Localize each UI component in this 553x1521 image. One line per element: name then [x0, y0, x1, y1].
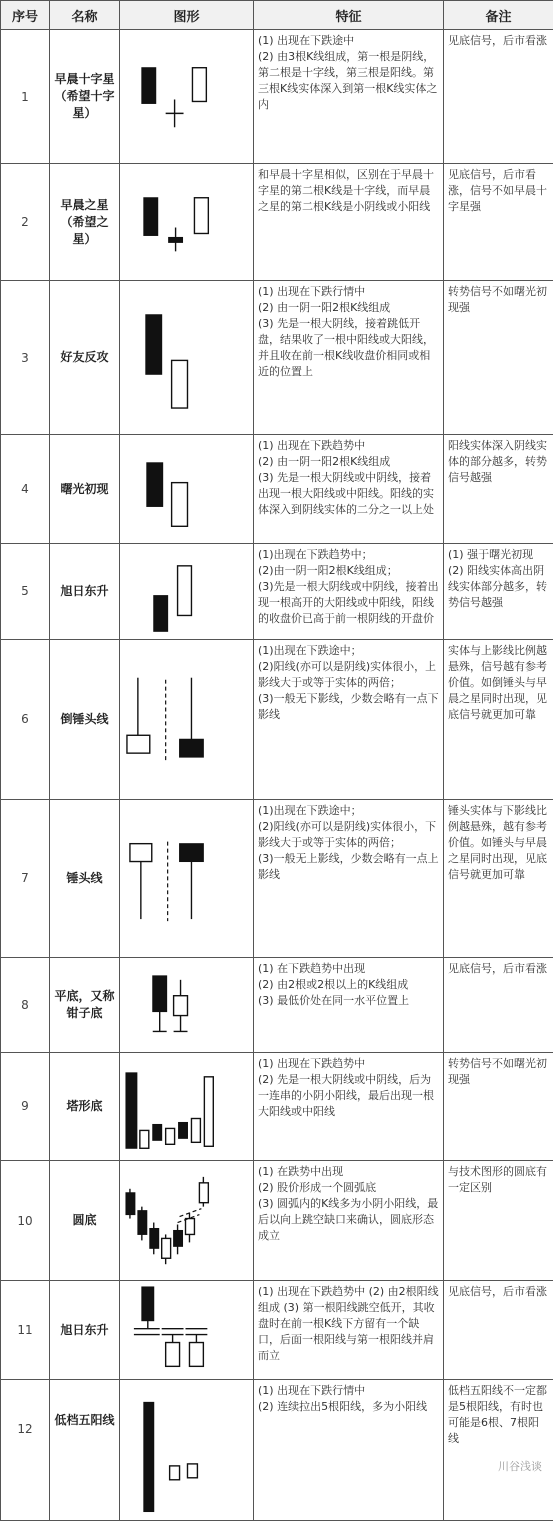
pattern-features: (1)出现在下跌趋势中； (2)由一阴一阳2根K线组成； (3)先是一根大阴线或中阴线，接着出现一根高开的大阳线或中阳线，阳线的收盘价已高于前一根阴线的开盘价 [254, 544, 444, 639]
pattern-name: 塔形底 [50, 1052, 120, 1160]
morning-star-icon [120, 164, 253, 280]
pattern-name: 倒锤头线 [50, 639, 120, 799]
piercing-line-icon [120, 435, 253, 543]
table-row [1, 799, 553, 957]
rounded-bottom-icon [120, 1161, 253, 1280]
row-number: 2 [1, 164, 50, 281]
pattern-name: 早晨十字星（希望十字星） [50, 30, 120, 164]
pattern-name: 低档五阳线 [50, 1380, 120, 1521]
pattern-figure [120, 1052, 254, 1160]
pattern-note: 阳线实体深入阴线实体的部分越多，转势信号越强 [444, 435, 553, 544]
row-number: 6 [1, 639, 50, 799]
pattern-features: (1) 出现在下跌途中 (2) 由3根K线组成，第一根是阴线，第二根是十字线，第三根是阳线。第三根K线实体深入到第一根K线实体之内 [254, 30, 444, 164]
table-header-row [1, 1, 553, 30]
row-number: 5 [1, 544, 50, 639]
pattern-figure [120, 164, 254, 281]
tweezer-bottom-icon [120, 958, 253, 1052]
pattern-figure [120, 544, 254, 639]
five-low-yang-lines-icon [120, 1380, 253, 1520]
table-row [1, 435, 553, 544]
table-row [1, 639, 553, 799]
pattern-name: 旭日东升 [50, 1281, 120, 1380]
pattern-name: 平底，又称钳子底 [50, 957, 120, 1052]
row-number: 9 [1, 1052, 50, 1160]
pattern-note: 转势信号不如曙光初现强 [444, 1052, 553, 1160]
table-row [1, 30, 553, 164]
pattern-name: 锤头线 [50, 799, 120, 957]
row-number: 8 [1, 957, 50, 1052]
pattern-features: (1) 出现在下跌行情中 (2) 连续拉出5根阳线，多为小阳线 [254, 1380, 444, 1521]
pattern-note: 见底信号，后市看涨 [444, 1281, 553, 1380]
pattern-note: 见底信号，后市看涨 [444, 957, 553, 1052]
pattern-features: 和早晨十字星相似，区别在于早晨十字星的第二根K线是十字线，而早晨之星的第二根K线是小阴线或小阳线 [254, 164, 444, 281]
pattern-note: 实体与上影线比例越悬殊，信号越有参考价值。如倒锤头与早晨之星同时出现，见底信号就更加可靠 [444, 639, 553, 799]
pattern-figure [120, 30, 254, 164]
rising-sun-icon [120, 544, 253, 638]
pattern-figure [120, 1281, 254, 1380]
watermark: 川谷浅谈 [495, 1458, 545, 1474]
header-note: 备注 [444, 1, 553, 30]
pattern-features: (1) 在下跌趋势中出现 (2) 由2根或2根以上的K线组成 (3) 最低价处在同一水平位置上 [254, 957, 444, 1052]
morning-doji-star-icon [120, 30, 253, 163]
pattern-note: (1) 强于曙光初现 (2) 阳线实体高出阴线实体部分越多，转势信号越强 [444, 544, 553, 639]
table-row [1, 1380, 553, 1521]
pattern-name: 好友反攻 [50, 281, 120, 435]
row-number: 3 [1, 281, 50, 435]
pattern-name: 旭日东升 [50, 544, 120, 639]
pattern-figure [120, 957, 254, 1052]
row-number: 7 [1, 799, 50, 957]
table-row [1, 281, 553, 435]
pattern-features: (1) 出现在下跌行情中 (2) 由一阴一阳2根K线组成 (3) 先是一根大阴线，接着跳低开盘，结果收了一根中阳线或大阳线，并且收在前一根K线收盘价相同或相近的位置上 [254, 281, 444, 435]
pattern-note: 低档五阳线不一定都是5根阳线，有时也可能是6根、7根阳线 [444, 1380, 553, 1521]
pattern-figure [120, 1161, 254, 1281]
pattern-figure [120, 1380, 254, 1521]
row-number: 4 [1, 435, 50, 544]
pattern-features: (1)出现在下跌途中； (2)阳线(亦可以是阴线)实体很小，上影线大于或等于实体的两倍； (3)一般无下影线，少数会略有一点下影线 [254, 639, 444, 799]
header-features: 特征 [254, 1, 444, 30]
row-number: 11 [1, 1281, 50, 1380]
table-row [1, 1281, 553, 1380]
pattern-name: 曙光初现 [50, 435, 120, 544]
pattern-note: 见底信号，后市看涨，信号不如早晨十字星强 [444, 164, 553, 281]
pattern-note: 见底信号，后市看涨 [444, 30, 553, 164]
pattern-features: (1) 出现在下跌趋势中 (2) 由2根阳线组成 (3) 第一根阳线跳空低开，其收盘时在前一根K线下方留有一个缺口，后面一根阳线与第一根阳线并肩而立 [254, 1281, 444, 1380]
pattern-figure [120, 281, 254, 435]
table-row [1, 957, 553, 1052]
side-by-side-white-lines-icon [120, 1281, 253, 1379]
table-row [1, 1052, 553, 1160]
header-figure: 图形 [120, 1, 254, 30]
pattern-features: (1) 出现在下跌趋势中 (2) 由一阴一阳2根K线组成 (3) 先是一根大阴线或中阴线，接着出现一根大阳线或中阳线。阳线的实体深入到阴线实体的二分之一以上处 [254, 435, 444, 544]
pattern-note: 转势信号不如曙光初现强 [444, 281, 553, 435]
pattern-features: (1)出现在下跌途中； (2)阳线(亦可以是阴线)实体很小，下影线大于或等于实体的两倍； (3)一般无上影线，少数会略有一点上影线 [254, 799, 444, 957]
header-num: 序号 [1, 1, 50, 30]
pattern-name: 圆底 [50, 1161, 120, 1281]
pattern-features: (1) 出现在下跌趋势中 (2) 先是一根大阴线或中阴线，后为一连串的小阴小阳线，最后出现一根大阳线或中阳线 [254, 1052, 444, 1160]
table-row [1, 164, 553, 281]
row-number: 1 [1, 30, 50, 164]
inverted-hammer-icon [120, 640, 253, 799]
header-name: 名称 [50, 1, 120, 30]
table-row [1, 1161, 553, 1281]
pattern-features: (1) 在跌势中出现 (2) 股价形成一个圆弧底 (3) 圆弧内的K线多为小阴小阳线，最后以向上跳空缺口来确认，圆底形态成立 [254, 1161, 444, 1281]
hammer-icon [120, 800, 253, 957]
row-number: 10 [1, 1161, 50, 1281]
pattern-note: 与技术图形的圆底有一定区别 [444, 1161, 553, 1281]
pattern-note: 锤头实体与下影线比例越悬殊，越有参考价值。如锤头与早晨之星同时出现，见底信号就更加可靠 [444, 799, 553, 957]
pattern-name: 早晨之星（希望之星） [50, 164, 120, 281]
pattern-figure [120, 639, 254, 799]
pattern-figure [120, 435, 254, 544]
counterattack-icon [120, 281, 253, 434]
row-number: 12 [1, 1380, 50, 1521]
table-row [1, 544, 553, 639]
pattern-figure [120, 799, 254, 957]
tower-bottom-icon [120, 1053, 253, 1160]
